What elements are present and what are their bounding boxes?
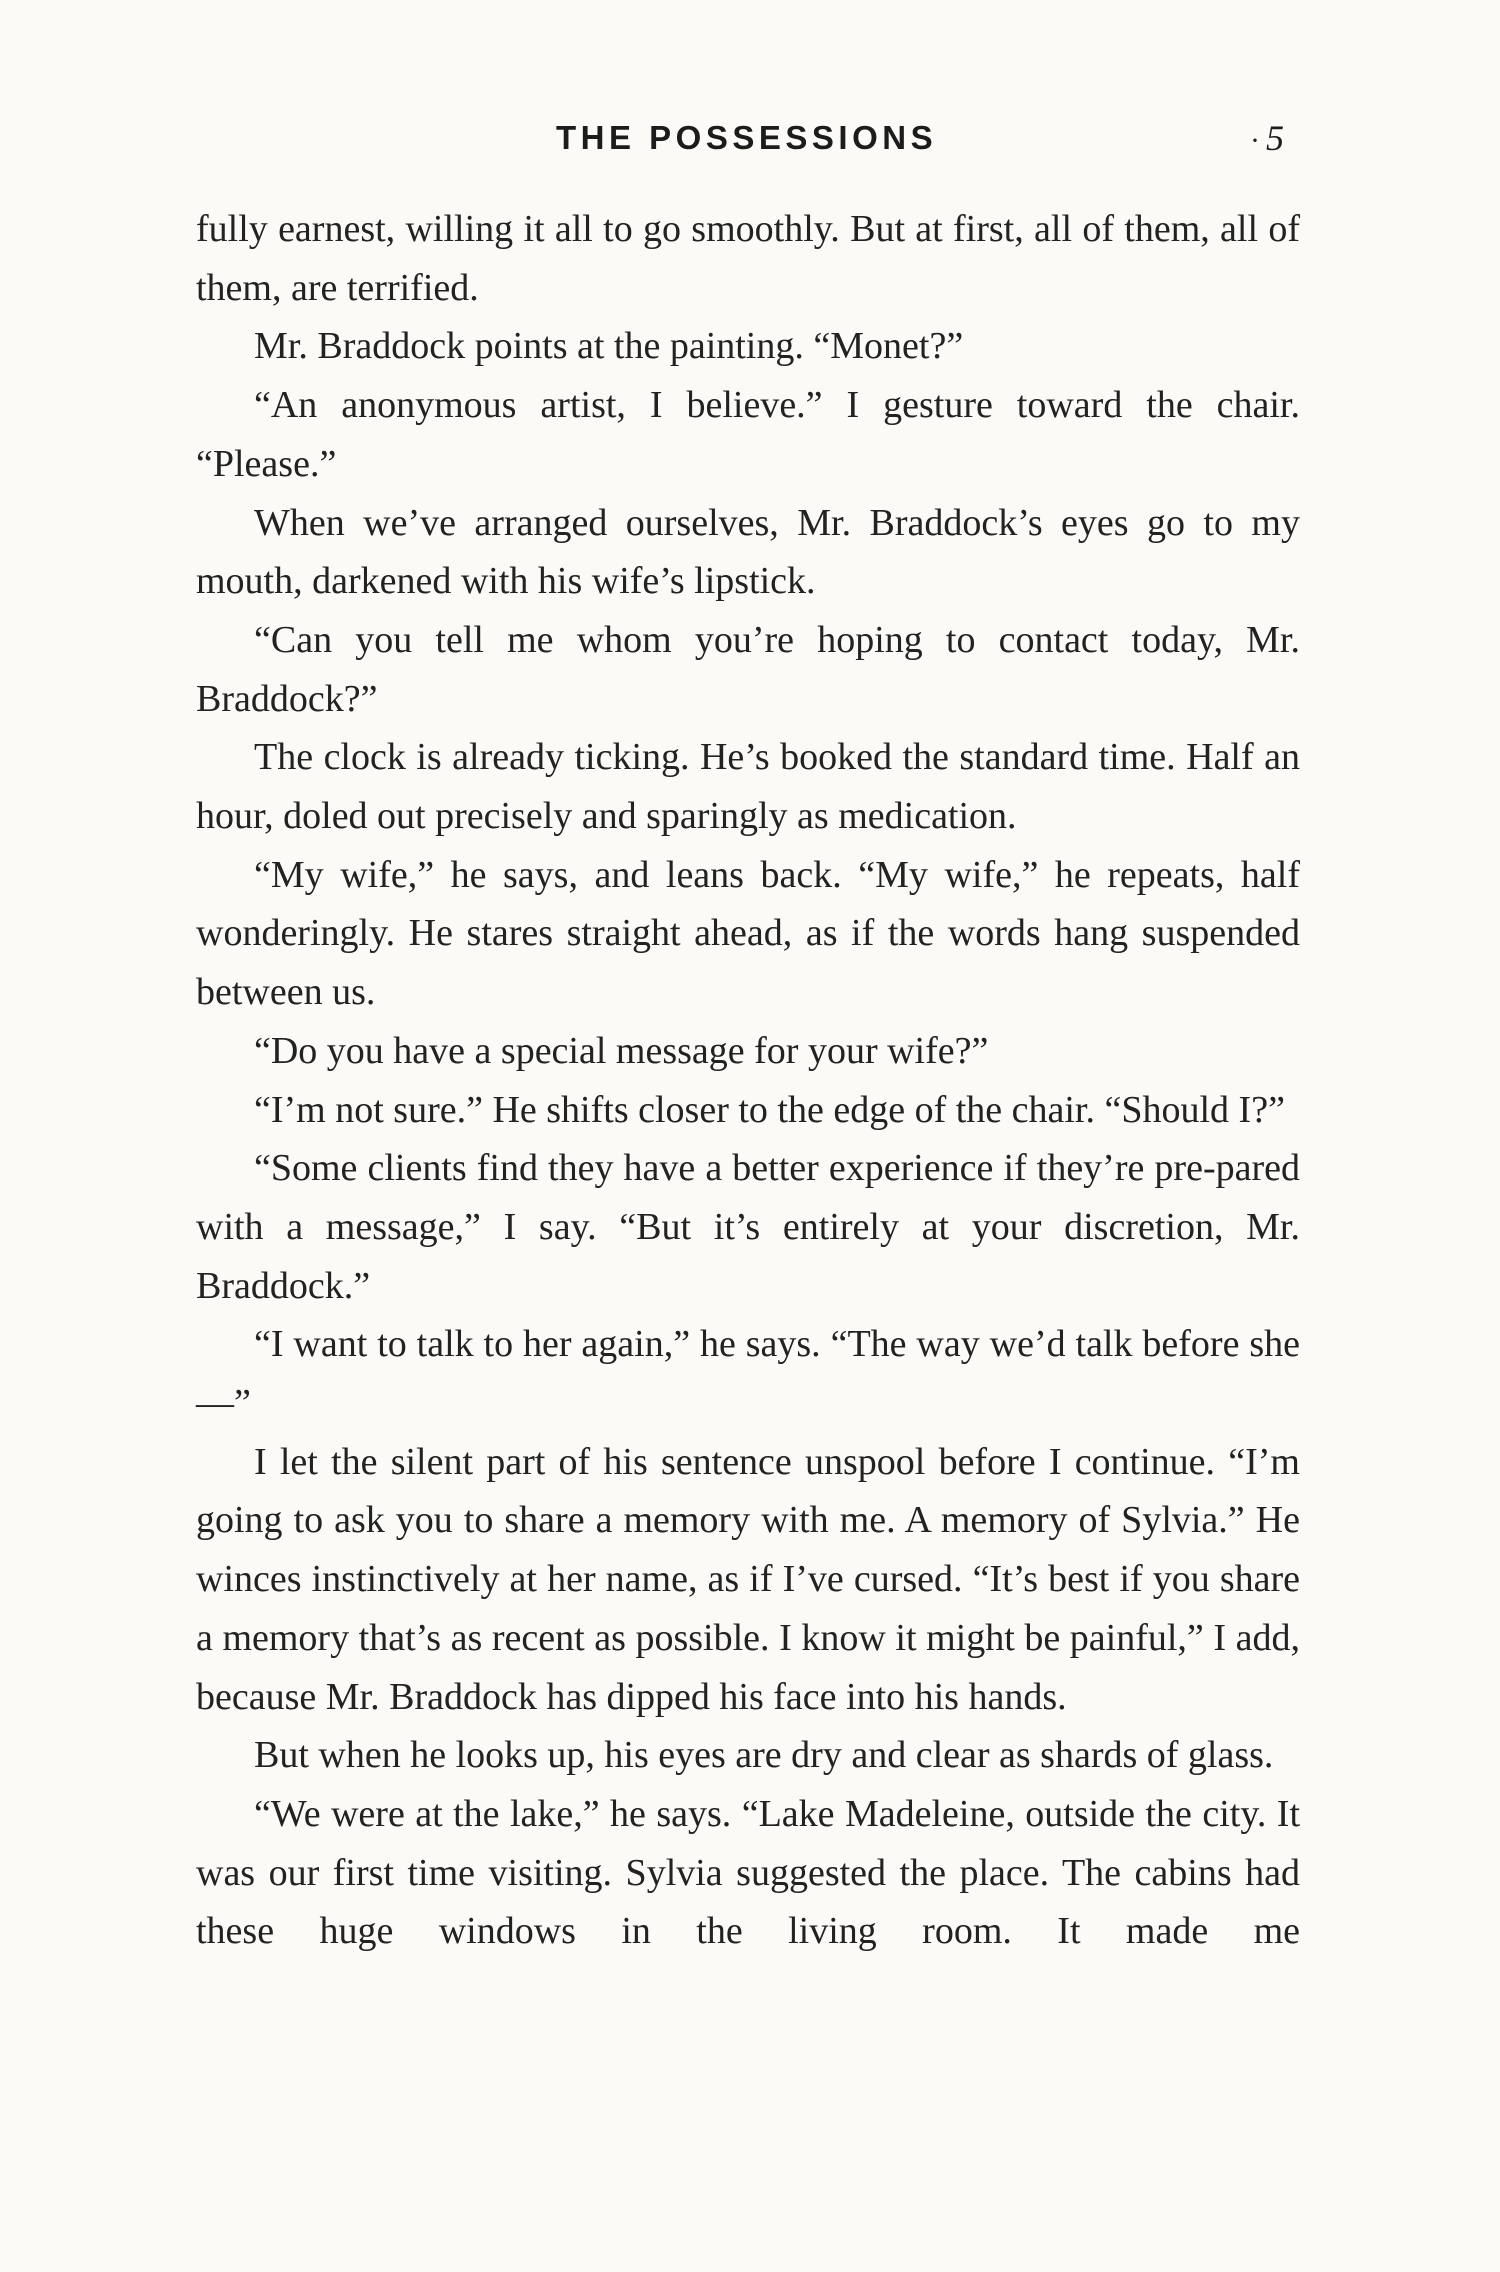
paragraph: Mr. Braddock points at the painting. “Monet?”: [254, 325, 964, 368]
page-number-value: 5: [1266, 118, 1284, 158]
paragraph: “We were at the lake,” he says. “Lake Madeleine, outside the city. It was our first time visiting. Sylvia suggested the place. The cabins had these huge windows in the living room. It made me: [196, 1792, 1300, 1953]
paragraph: “I’m not sure.” He shifts closer to the edge of the chair. “Should I?”: [254, 1088, 1285, 1131]
paragraph: “Can you tell me whom you’re hoping to contact today, Mr. Braddock?”: [196, 618, 1300, 720]
paragraph: But when he looks up, his eyes are dry and clear as shards of glass.: [254, 1734, 1274, 1777]
book-title: THE POSSESSIONS: [556, 119, 938, 156]
paragraph: “I want to talk to her again,” he says. “The way we’d talk before she—”: [196, 1323, 1300, 1425]
paragraph: fully earnest, willing it all to go smoothly. But at first, all of them, all of them, are terrified.: [196, 208, 1300, 309]
paragraph: “Some clients find they have a better experience if they’re pre-pared with a message,” I say. “But it’s entirely at your discretion, Mr. Braddock.”: [196, 1147, 1300, 1307]
paragraph: “My wife,” he says, and leans back. “My wife,” he repeats, half wonderingly. He stares straight ahead, as if the words hang suspended between us.: [196, 853, 1300, 1014]
paragraph: “An anonymous artist, I believe.” I gesture toward the chair. “Please.”: [196, 384, 1300, 485]
paragraph: The clock is already ticking. He’s booked the standard time. Half an hour, doled out precisely and sparingly as medication.: [196, 736, 1300, 838]
page-number: [1250, 118, 1284, 161]
running-head: [0, 118, 1500, 158]
separator-dot: ·: [1250, 124, 1260, 157]
paragraph: I let the silent part of his sentence unspool before I continue. “I’m going to ask you to share a memory with me. A memory of Sylvia.” He winces instinctively at her name, as if I’ve cursed. “It’s best if you share a memory that’s as recent as possible. I know it might be painful,” I add, because Mr. Braddock has dipped his face into his hands.: [196, 1440, 1300, 1718]
body-text: [196, 200, 1300, 1961]
paragraph: When we’ve arranged ourselves, Mr. Braddock’s eyes go to my mouth, darkened with his wife’s lipstick.: [196, 501, 1300, 603]
paragraph: “Do you have a special message for your wife?”: [254, 1029, 989, 1072]
